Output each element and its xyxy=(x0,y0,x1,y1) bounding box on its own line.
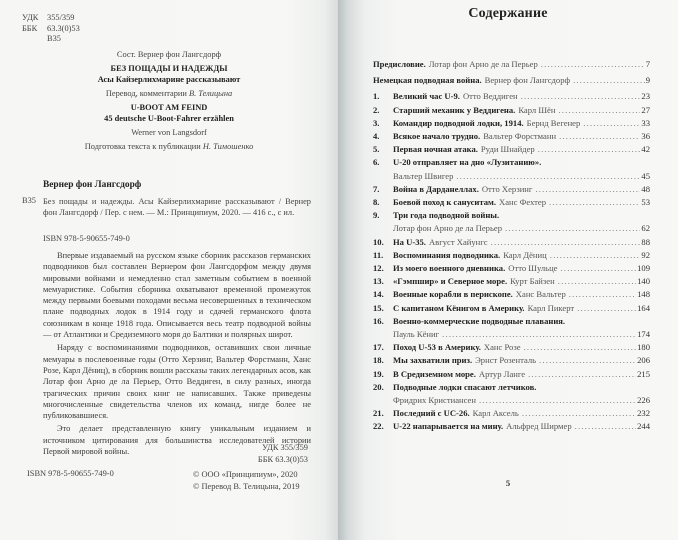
toc-entry-page: 23 xyxy=(641,91,650,102)
translation-prefix: Перевод, комментарии xyxy=(105,89,189,98)
copyright-publisher: © ООО «Принципиум», 2020 xyxy=(193,470,298,479)
toc-entry-title: Военно-коммерческие подводные плавания. xyxy=(393,315,566,326)
toc-leader-dots xyxy=(583,117,640,130)
toc-entry[interactable] xyxy=(373,130,650,143)
toc-leader-dots xyxy=(559,130,640,143)
toc-entry-author: Бернд Вегенер xyxy=(526,117,581,128)
annotation-paragraph: Наряду с воспоминаниями подводников, оставивших свои личные мемуары в послевоенные годы (Отто Херзинг, Вальтер Форстманн, Ханс Розе, Карл Дёниц), в сборник вошли рассказы таких легендарных асов, как Лотар фон Арно де ла Перьер, Отто Веддиген, в силу разных, иногда трагических причин своих книг не написавших. Также приведены многочисленные свидетельства членов их команд, нигде более не публиковавшиеся. xyxy=(43,343,311,421)
toc-entry[interactable] xyxy=(373,275,650,288)
translation-credit xyxy=(0,88,338,99)
toc-entry-author: Пауль Кёниг xyxy=(393,329,440,340)
toc-entry-page: 62 xyxy=(641,223,650,234)
toc-leader-dots xyxy=(479,394,636,407)
toc-entry-author: Лотар фон Арно де ла Перьер xyxy=(393,223,503,234)
toc-entry[interactable] xyxy=(373,302,650,315)
toc-entry-title: В Средиземном море. xyxy=(393,368,476,379)
udk-label: УДК xyxy=(22,13,39,22)
toc-entry-page: 48 xyxy=(641,183,650,194)
toc-entry[interactable] xyxy=(373,354,650,367)
toc-entry-number: 16. xyxy=(373,315,384,326)
toc-leader-dots xyxy=(573,74,645,87)
toc-entry-number: 4. xyxy=(373,131,380,142)
toc-entry-author: Эрнст Розенталь xyxy=(475,355,537,366)
toc-entry-number: 21. xyxy=(373,408,384,419)
toc-entry[interactable] xyxy=(373,288,650,301)
toc-entry-title: На U-35. xyxy=(393,236,426,247)
toc-entry-page: 53 xyxy=(641,197,650,208)
toc-leader-dots xyxy=(575,420,636,433)
toc-entry-page: 226 xyxy=(637,395,650,406)
toc-entry-author: Фридрих Кристиансен xyxy=(393,395,476,406)
toc-entry-title: U-20 отправляет на дно «Лузитанию». xyxy=(393,157,542,168)
toc-leader-dots xyxy=(550,249,641,262)
contents-page xyxy=(338,0,678,540)
toc-entry-title: Немецкая подводная война. xyxy=(373,75,482,86)
toc-entry[interactable] xyxy=(373,236,650,249)
toc-leader-dots xyxy=(456,170,640,183)
toc-leader-dots xyxy=(528,368,636,381)
toc-entry-page: 232 xyxy=(637,408,650,419)
toc-leader-dots xyxy=(558,104,640,117)
toc-entry-page: 244 xyxy=(637,421,650,432)
toc-entry-number: 17. xyxy=(373,342,384,353)
toc-entry-number: 9. xyxy=(373,210,380,221)
toc-entry[interactable] xyxy=(373,249,650,262)
preparation-prefix: Подготовка текста к публикации xyxy=(84,142,203,151)
toc-entry-title: Военные корабли в перископе. xyxy=(393,289,513,300)
toc-leader-dots xyxy=(538,143,641,156)
title-ru: БЕЗ ПОЩАДЫ И НАДЕЖДЫ xyxy=(110,64,228,73)
toc-entry-title: Война в Дарданеллах. xyxy=(393,183,479,194)
toc-entry-author: Карл Аксель xyxy=(472,408,519,419)
toc-leader-dots xyxy=(549,196,640,209)
toc-entry-author: Отто Херзинг xyxy=(481,183,533,194)
toc-entry-author: Артур Ланге xyxy=(478,368,526,379)
toc-leader-dots xyxy=(539,354,636,367)
toc-entry[interactable] xyxy=(373,196,650,209)
author-heading: Вернер фон Лангсдорф xyxy=(43,180,142,190)
toc-entry-page: 148 xyxy=(637,289,650,300)
toc-entry-author: Вальтер Форстманн xyxy=(483,131,557,142)
catalog-entry: Без пощады и надежды. Асы Кайзерлихмарине рассказывают / Вернер фон Лангсдорф / Пер. с нем. — М.: Принципиум, 2020. — 416 с., с ил. xyxy=(43,197,311,218)
toc-entry-page: 92 xyxy=(641,249,650,260)
table-of-contents xyxy=(373,58,650,434)
toc-leader-dots xyxy=(442,328,636,341)
toc-entry-author: Лотар фон Арно де ла Перьер xyxy=(428,59,538,69)
title-de: U-BOOT AM FEIND xyxy=(130,103,208,112)
toc-entry[interactable] xyxy=(373,143,650,156)
toc-entry-number: 19. xyxy=(373,368,384,379)
preparer: Н. Тимошенко xyxy=(202,142,254,151)
toc-entry[interactable] xyxy=(373,209,650,235)
toc-entry-author: Ханс Розе xyxy=(483,342,521,353)
toc-entry[interactable] xyxy=(373,315,650,341)
isbn: ISBN 978-5-90655-749-0 xyxy=(43,234,130,243)
toc-entry-page: 45 xyxy=(641,170,650,181)
toc-entry-title: С капитаном Кёнигом в Америку. xyxy=(393,302,525,313)
toc-entry-page: 140 xyxy=(637,276,650,287)
toc-entry-page: 88 xyxy=(641,236,650,247)
toc-entry-number: 13. xyxy=(373,276,384,287)
toc-entry-number: 2. xyxy=(373,104,380,115)
toc-entry-title: Старший механик у Веддигена. xyxy=(393,104,516,115)
toc-entry-title: Всякое начало трудно. xyxy=(393,131,481,142)
toc-entry[interactable] xyxy=(373,183,650,196)
toc-entry-title: Воспоминания подводника. xyxy=(393,249,501,260)
toc-leader-dots xyxy=(505,222,640,235)
toc-entry-title: Из моего военного дневника. xyxy=(393,263,506,274)
toc-entry[interactable] xyxy=(373,74,650,87)
toc-entry-page: 36 xyxy=(641,131,650,142)
toc-entry-author: Вальтер Швигер xyxy=(393,170,454,181)
toc-entry[interactable] xyxy=(373,117,650,130)
bbk-label: ББК xyxy=(22,23,38,33)
toc-entry-title: Последний с UC-26. xyxy=(393,408,470,419)
toc-entry-author: Карл Пикерт xyxy=(527,302,575,313)
toc-entry-page: 42 xyxy=(641,144,650,155)
classification-codes-bottom xyxy=(258,442,308,465)
toc-entry-page: 180 xyxy=(637,342,650,353)
toc-entry[interactable] xyxy=(373,341,650,354)
toc-entry-author: Карл Дёниц xyxy=(503,249,547,260)
copyrights xyxy=(193,469,300,492)
toc-entry-page: 109 xyxy=(637,263,650,274)
toc-entry-number: 11. xyxy=(373,249,384,260)
toc-entry-page: 206 xyxy=(637,355,650,366)
toc-entry-number: 5. xyxy=(373,144,380,155)
toc-entry-number: 20. xyxy=(373,381,384,392)
toc-entry-number: 7. xyxy=(373,183,380,194)
toc-entry[interactable] xyxy=(373,407,650,420)
toc-entry-page: 9 xyxy=(645,75,650,86)
toc-leader-dots xyxy=(535,183,640,196)
toc-entry-author: Отто Шульце xyxy=(508,263,558,274)
toc-leader-dots xyxy=(522,407,636,420)
bbk-bottom: ББК 63.3(0)53 xyxy=(257,454,308,464)
toc-leader-dots xyxy=(558,275,636,288)
toc-entry-title: U-22 напарывается на мину. xyxy=(393,421,504,432)
udk-value: 355/359 xyxy=(47,13,75,22)
isbn-bottom: ISBN 978-5-90655-749-0 xyxy=(27,469,114,478)
preparation-credit xyxy=(0,141,338,152)
bbk-value: 63.3(0)53 xyxy=(47,23,80,33)
toc-entry-title: Боевой поход к сануситам. xyxy=(393,197,497,208)
toc-entry-author: Отто Веддиген xyxy=(462,91,518,102)
toc-entry-number: 10. xyxy=(373,236,384,247)
author-mark: В35 xyxy=(47,34,61,43)
toc-leader-dots xyxy=(491,236,641,249)
subtitle-ru: Асы Кайзерлихмарине рассказывают xyxy=(97,75,241,84)
toc-entry-page: 27 xyxy=(641,104,650,115)
toc-leader-dots xyxy=(521,90,641,103)
toc-entry-number: 14. xyxy=(373,289,384,300)
compiler: Сост. Вернер фон Лангсдорф xyxy=(116,50,222,59)
contents-title: Содержание xyxy=(468,6,548,21)
toc-entry-number: 3. xyxy=(373,117,380,128)
toc-entry[interactable] xyxy=(373,156,650,182)
classification-codes xyxy=(22,13,80,45)
toc-entry-author: Август Хайунгс xyxy=(428,236,488,247)
udk-bottom: УДК 355/359 xyxy=(262,443,308,452)
toc-entry-title: Подводные лодки спасают летчиков. xyxy=(393,381,537,392)
toc-entry[interactable] xyxy=(373,368,650,381)
toc-entry-author: Альфред Ширмер xyxy=(506,421,572,432)
toc-leader-dots xyxy=(524,341,637,354)
toc-entry[interactable] xyxy=(373,90,650,103)
toc-entry-title: Поход U-53 в Америку. xyxy=(393,342,481,353)
annotation-paragraph: Впервые издаваемый на русском языке сборник рассказов германских подводников был составлен Вернером фон Лангсдорфом между двумя мировыми войнами и немедленно стал заметным событием в военной мемуаристике. События сборника охватывают временной промежуток между первыми боевыми походами весьма несовершенных в техническом плане подводных лодок в 1914 году и сдачей германского флота союзникам в конце 1918 года. Описывается весь театр подводной войны — от Атлантики и Средиземного моря до Балтики и полярных широт. xyxy=(43,251,311,340)
toc-entry[interactable] xyxy=(373,262,650,275)
toc-entry-number: 22. xyxy=(373,421,384,432)
toc-entry[interactable] xyxy=(373,58,650,71)
toc-leader-dots xyxy=(541,58,645,71)
toc-entry-number: 12. xyxy=(373,263,384,274)
toc-entry-title: Первая ночная атака. xyxy=(393,144,478,155)
title-block xyxy=(0,49,338,152)
toc-entry-title: Мы захватили приз. xyxy=(393,355,473,366)
toc-entry-author: Вернер фон Лангсдорф xyxy=(484,75,571,86)
toc-entry-title: Три года подводной войны. xyxy=(393,210,500,221)
toc-entry-page: 7 xyxy=(645,59,650,69)
subtitle-de: 45 deutsche U-Boot-Fahrer erzählen xyxy=(104,114,234,123)
toc-entry[interactable] xyxy=(373,381,650,407)
toc-entry-author: Руди Шнайдер xyxy=(480,144,535,155)
translator: В. Телицына xyxy=(188,89,233,98)
toc-entry-title: Предисловие. xyxy=(373,59,426,69)
page-number: 5 xyxy=(505,478,511,488)
imprint-page xyxy=(0,0,338,540)
catalog-code: В35 xyxy=(22,196,36,205)
toc-entry[interactable] xyxy=(373,420,650,433)
toc-entry-page: 215 xyxy=(637,368,650,379)
toc-entry-title: Командир подводной лодки, 1914. xyxy=(393,117,524,128)
toc-entry-author: Ханс Фехтер xyxy=(499,197,547,208)
annotation-paragraph: Это делает представленную книгу уникальным изданием и источником цитирования для большинства исследователей истории Первой мировой войны. xyxy=(43,424,311,457)
copyright-translation: © Перевод В. Телицына, 2019 xyxy=(193,481,300,491)
toc-entry[interactable] xyxy=(373,104,650,117)
toc-entry-author: Карл Шён xyxy=(518,104,556,115)
author-de: Werner von Langsdorf xyxy=(131,128,207,137)
toc-entry-page: 174 xyxy=(637,329,650,340)
toc-leader-dots xyxy=(569,288,636,301)
toc-entry-number: 15. xyxy=(373,302,384,313)
toc-entry-author: Курт Байзен xyxy=(510,276,555,287)
toc-entry-author: Ханс Вальтер xyxy=(515,289,566,300)
toc-entry-number: 1. xyxy=(373,91,380,102)
toc-entry-number: 18. xyxy=(373,355,384,366)
toc-leader-dots xyxy=(561,262,637,275)
toc-entry-number: 6. xyxy=(373,157,380,168)
toc-entry-page: 164 xyxy=(637,302,650,313)
toc-entry-page: 33 xyxy=(641,117,650,128)
toc-entry-title: Великий час U-9. xyxy=(393,91,460,102)
toc-entry-number: 8. xyxy=(373,197,380,208)
toc-leader-dots xyxy=(577,302,636,315)
toc-entry-title: «Гэмпшир» и Северное море. xyxy=(393,276,508,287)
annotation xyxy=(43,250,311,459)
